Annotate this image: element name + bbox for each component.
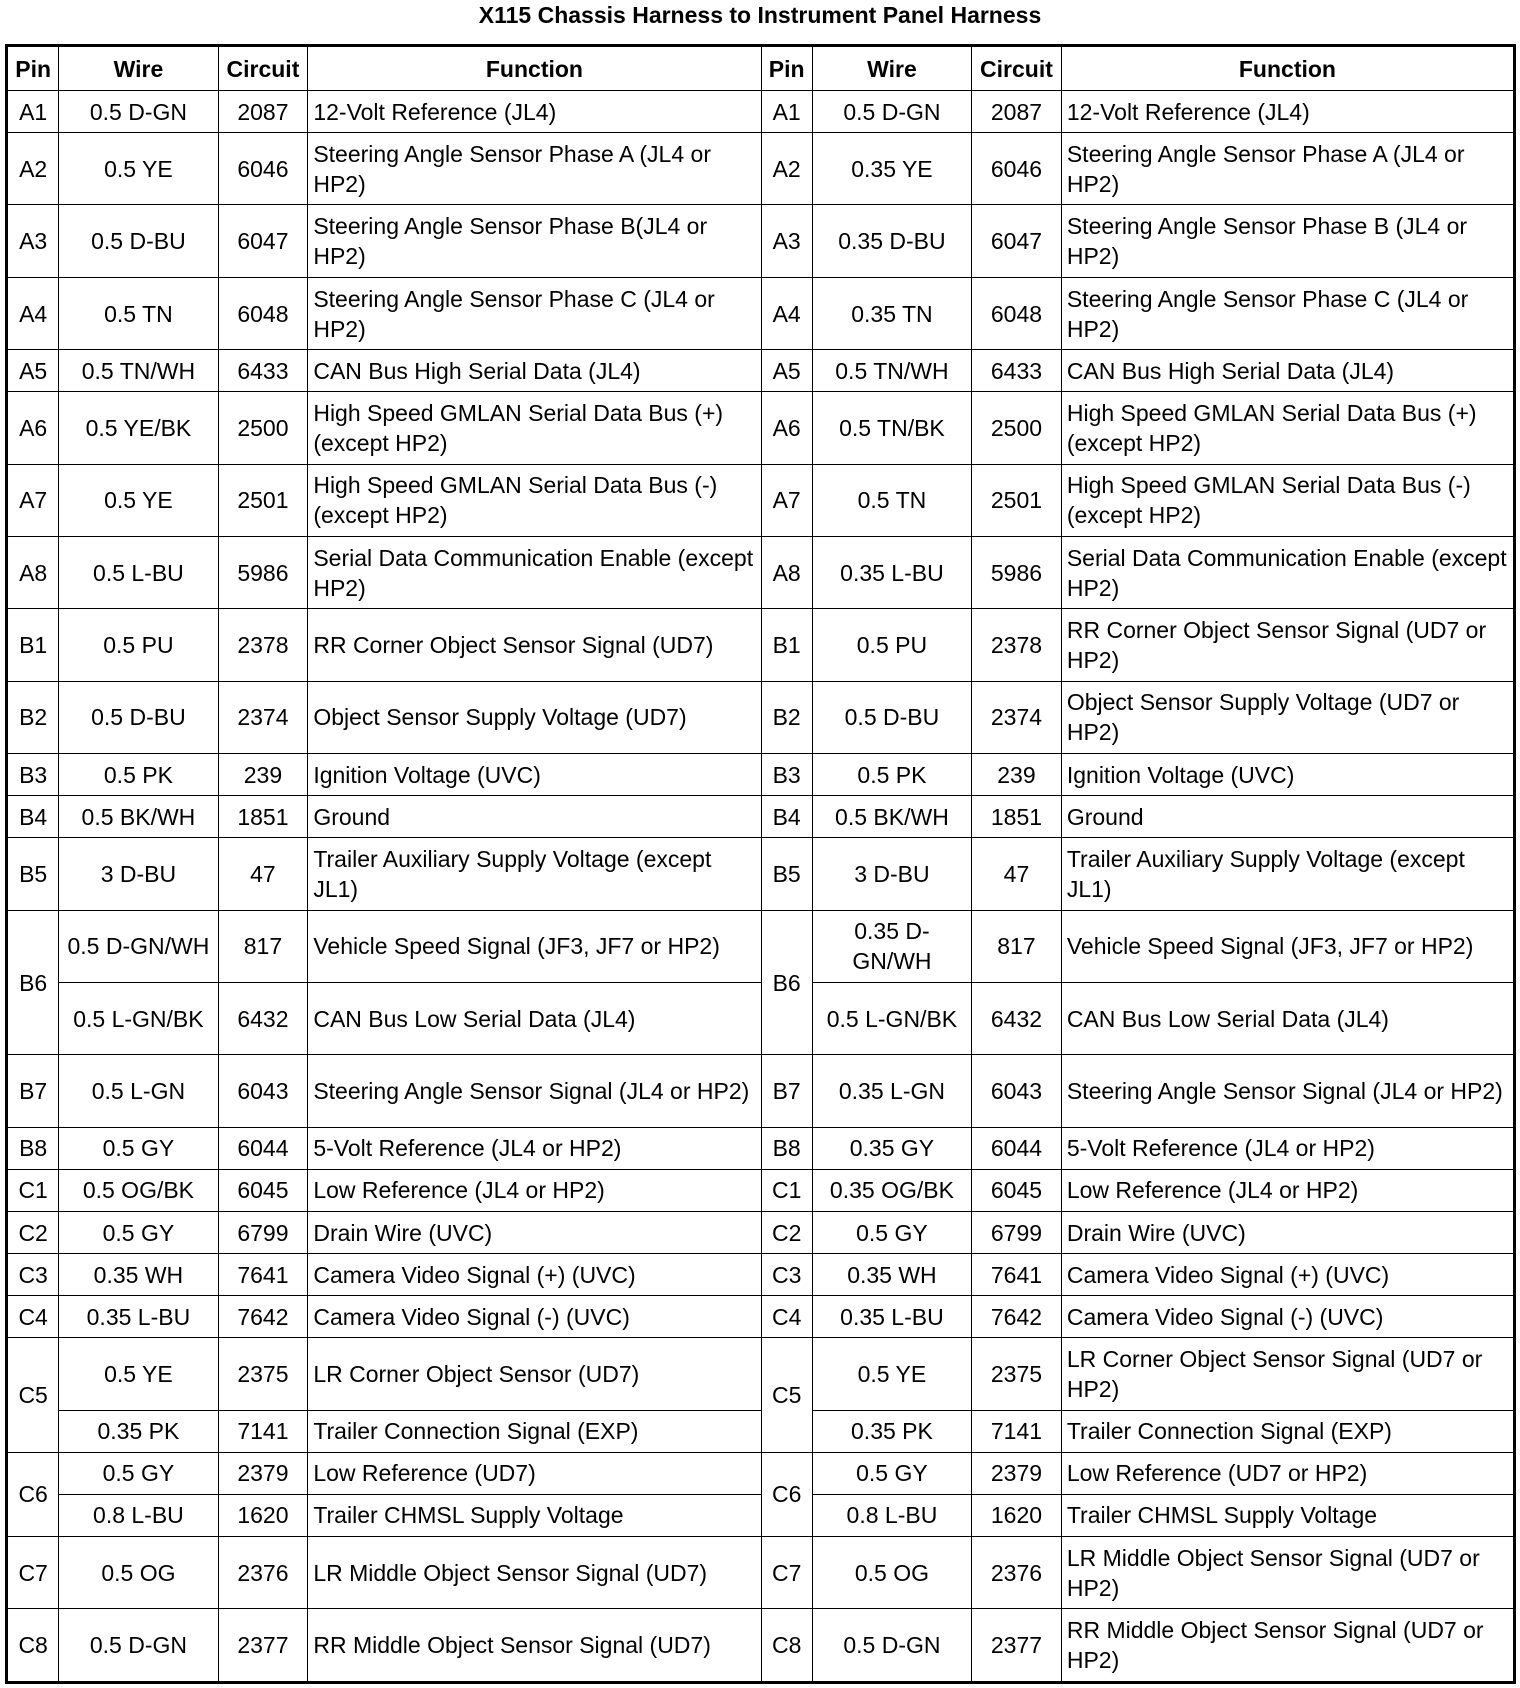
pin-cell: C1 bbox=[8, 1169, 59, 1211]
pin-cell: A6 bbox=[761, 392, 812, 464]
wire-cell: 0.35 YE bbox=[812, 133, 971, 205]
function-cell: RR Corner Object Sensor Signal (UD7 or HP2) bbox=[1061, 609, 1513, 681]
table-row bbox=[8, 537, 1514, 609]
circuit-cell: 1851 bbox=[218, 796, 308, 838]
circuit-cell: 2379 bbox=[218, 1452, 308, 1494]
circuit-cell: 1620 bbox=[218, 1494, 308, 1536]
wire-cell: 0.5 L-GN/BK bbox=[812, 983, 971, 1055]
wire-cell: 0.8 L-BU bbox=[59, 1494, 218, 1536]
header-circuit: Circuit bbox=[972, 47, 1062, 91]
header-pin: Pin bbox=[761, 47, 812, 91]
pin-cell: B7 bbox=[761, 1055, 812, 1127]
wire-cell: 0.5 D-GN/WH bbox=[59, 910, 218, 982]
table-row bbox=[8, 277, 1514, 349]
wire-cell: 0.5 OG bbox=[812, 1536, 971, 1608]
circuit-cell: 6433 bbox=[218, 350, 308, 392]
wire-cell: 0.5 TN bbox=[812, 464, 971, 536]
wire-cell: 0.5 GY bbox=[812, 1452, 971, 1494]
wire-cell: 0.5 GY bbox=[59, 1452, 218, 1494]
function-cell: LR Middle Object Sensor Signal (UD7) bbox=[308, 1536, 761, 1608]
wire-cell: 0.35 GY bbox=[812, 1127, 971, 1169]
circuit-cell: 2087 bbox=[218, 91, 308, 133]
circuit-cell: 7141 bbox=[218, 1410, 308, 1452]
circuit-cell: 6045 bbox=[972, 1169, 1062, 1211]
table-row bbox=[8, 609, 1514, 681]
function-cell: Object Sensor Supply Voltage (UD7 or HP2) bbox=[1061, 681, 1513, 753]
wire-cell: 0.5 YE bbox=[59, 1338, 218, 1410]
table-row bbox=[8, 464, 1514, 536]
wire-cell: 0.35 D-GN/WH bbox=[812, 910, 971, 982]
function-cell: High Speed GMLAN Serial Data Bus (+) (except HP2) bbox=[308, 392, 761, 464]
circuit-cell: 7141 bbox=[972, 1410, 1062, 1452]
pin-cell: B6 bbox=[761, 910, 812, 1055]
circuit-cell: 6048 bbox=[218, 277, 308, 349]
circuit-cell: 5986 bbox=[218, 537, 308, 609]
circuit-cell: 2376 bbox=[972, 1536, 1062, 1608]
connector-pinout-table bbox=[7, 46, 1514, 1682]
pin-cell: B5 bbox=[8, 838, 59, 910]
pin-cell: C5 bbox=[761, 1338, 812, 1452]
pin-cell: C3 bbox=[761, 1254, 812, 1296]
wire-cell: 0.35 L-BU bbox=[812, 1296, 971, 1338]
pin-cell: B1 bbox=[8, 609, 59, 681]
wire-cell: 0.5 TN/BK bbox=[812, 392, 971, 464]
circuit-cell: 1620 bbox=[972, 1494, 1062, 1536]
function-cell: Ground bbox=[1061, 796, 1513, 838]
wire-cell: 0.35 PK bbox=[812, 1410, 971, 1452]
function-cell: Vehicle Speed Signal (JF3, JF7 or HP2) bbox=[1061, 910, 1513, 982]
wire-cell: 3 D-BU bbox=[812, 838, 971, 910]
circuit-cell: 7642 bbox=[218, 1296, 308, 1338]
wire-cell: 0.5 GY bbox=[59, 1211, 218, 1253]
pin-cell: C6 bbox=[761, 1452, 812, 1536]
wire-cell: 0.5 BK/WH bbox=[59, 796, 218, 838]
circuit-cell: 2374 bbox=[218, 681, 308, 753]
pin-cell: A6 bbox=[8, 392, 59, 464]
function-cell: 5-Volt Reference (JL4 or HP2) bbox=[308, 1127, 761, 1169]
pin-cell: C6 bbox=[8, 1452, 59, 1536]
function-cell: Trailer Auxiliary Supply Voltage (except JL1) bbox=[308, 838, 761, 910]
circuit-cell: 2377 bbox=[972, 1609, 1062, 1682]
circuit-cell: 817 bbox=[218, 910, 308, 982]
function-cell: Trailer Connection Signal (EXP) bbox=[308, 1410, 761, 1452]
pin-cell: A2 bbox=[8, 133, 59, 205]
wire-cell: 0.35 OG/BK bbox=[812, 1169, 971, 1211]
function-cell: LR Middle Object Sensor Signal (UD7 or HP2) bbox=[1061, 1536, 1513, 1608]
circuit-cell: 2378 bbox=[218, 609, 308, 681]
circuit-cell: 2501 bbox=[218, 464, 308, 536]
circuit-cell: 6044 bbox=[218, 1127, 308, 1169]
circuit-cell: 2375 bbox=[218, 1338, 308, 1410]
pin-cell: A3 bbox=[761, 205, 812, 277]
pin-cell: C8 bbox=[761, 1609, 812, 1682]
function-cell: RR Middle Object Sensor Signal (UD7) bbox=[308, 1609, 761, 1682]
circuit-cell: 6047 bbox=[218, 205, 308, 277]
pin-cell: B4 bbox=[761, 796, 812, 838]
wire-cell: 0.5 D-BU bbox=[812, 681, 971, 753]
circuit-cell: 7641 bbox=[218, 1254, 308, 1296]
circuit-cell: 2376 bbox=[218, 1536, 308, 1608]
circuit-cell: 47 bbox=[972, 838, 1062, 910]
function-cell: Drain Wire (UVC) bbox=[308, 1211, 761, 1253]
circuit-cell: 239 bbox=[218, 754, 308, 796]
connector-table-frame bbox=[5, 44, 1516, 1684]
function-cell: Object Sensor Supply Voltage (UD7) bbox=[308, 681, 761, 753]
circuit-cell: 1851 bbox=[972, 796, 1062, 838]
circuit-cell: 6043 bbox=[218, 1055, 308, 1127]
pin-cell: A5 bbox=[8, 350, 59, 392]
function-cell: Steering Angle Sensor Phase A (JL4 or HP2) bbox=[308, 133, 761, 205]
table-row bbox=[8, 1494, 1514, 1536]
wire-cell: 0.5 PK bbox=[812, 754, 971, 796]
table-row bbox=[8, 754, 1514, 796]
function-cell: 5-Volt Reference (JL4 or HP2) bbox=[1061, 1127, 1513, 1169]
circuit-cell: 2500 bbox=[218, 392, 308, 464]
circuit-cell: 817 bbox=[972, 910, 1062, 982]
function-cell: 12-Volt Reference (JL4) bbox=[308, 91, 761, 133]
function-cell: Low Reference (UD7) bbox=[308, 1452, 761, 1494]
function-cell: Camera Video Signal (+) (UVC) bbox=[308, 1254, 761, 1296]
circuit-cell: 6046 bbox=[218, 133, 308, 205]
pin-cell: C7 bbox=[8, 1536, 59, 1608]
pin-cell: A1 bbox=[761, 91, 812, 133]
function-cell: Ignition Voltage (UVC) bbox=[1061, 754, 1513, 796]
circuit-cell: 2500 bbox=[972, 392, 1062, 464]
function-cell: 12-Volt Reference (JL4) bbox=[1061, 91, 1513, 133]
table-row bbox=[8, 1338, 1514, 1410]
wire-cell: 0.5 L-GN bbox=[59, 1055, 218, 1127]
pin-cell: B8 bbox=[8, 1127, 59, 1169]
function-cell: RR Corner Object Sensor Signal (UD7) bbox=[308, 609, 761, 681]
wire-cell: 0.5 TN bbox=[59, 277, 218, 349]
table-row bbox=[8, 983, 1514, 1055]
pin-cell: A4 bbox=[8, 277, 59, 349]
table-row bbox=[8, 1452, 1514, 1494]
pin-cell: C4 bbox=[8, 1296, 59, 1338]
function-cell: Vehicle Speed Signal (JF3, JF7 or HP2) bbox=[308, 910, 761, 982]
circuit-cell: 6433 bbox=[972, 350, 1062, 392]
circuit-cell: 6044 bbox=[972, 1127, 1062, 1169]
table-row bbox=[8, 1127, 1514, 1169]
function-cell: Serial Data Communication Enable (except HP2) bbox=[308, 537, 761, 609]
header-circuit: Circuit bbox=[218, 47, 308, 91]
wire-cell: 0.5 OG bbox=[59, 1536, 218, 1608]
wire-cell: 0.5 PU bbox=[59, 609, 218, 681]
pin-cell: C1 bbox=[761, 1169, 812, 1211]
function-cell: Steering Angle Sensor Phase B(JL4 or HP2) bbox=[308, 205, 761, 277]
pin-cell: C7 bbox=[761, 1536, 812, 1608]
function-cell: CAN Bus Low Serial Data (JL4) bbox=[308, 983, 761, 1055]
pin-cell: A2 bbox=[761, 133, 812, 205]
function-cell: High Speed GMLAN Serial Data Bus (-) (except HP2) bbox=[308, 464, 761, 536]
wire-cell: 0.5 OG/BK bbox=[59, 1169, 218, 1211]
pin-cell: A1 bbox=[8, 91, 59, 133]
wire-cell: 0.5 YE bbox=[59, 133, 218, 205]
pin-cell: C5 bbox=[8, 1338, 59, 1452]
table-row bbox=[8, 1055, 1514, 1127]
wire-cell: 0.5 D-GN bbox=[812, 91, 971, 133]
function-cell: Trailer Connection Signal (EXP) bbox=[1061, 1410, 1513, 1452]
table-row bbox=[8, 392, 1514, 464]
wire-cell: 3 D-BU bbox=[59, 838, 218, 910]
pin-cell: C8 bbox=[8, 1609, 59, 1682]
pin-cell: A8 bbox=[8, 537, 59, 609]
circuit-cell: 6799 bbox=[218, 1211, 308, 1253]
function-cell: RR Middle Object Sensor Signal (UD7 or HP2) bbox=[1061, 1609, 1513, 1682]
pin-cell: A3 bbox=[8, 205, 59, 277]
pin-cell: C2 bbox=[8, 1211, 59, 1253]
function-cell: Ground bbox=[308, 796, 761, 838]
function-cell: Low Reference (UD7 or HP2) bbox=[1061, 1452, 1513, 1494]
pin-cell: B3 bbox=[761, 754, 812, 796]
wire-cell: 0.35 L-BU bbox=[59, 1296, 218, 1338]
pin-cell: B5 bbox=[761, 838, 812, 910]
wire-cell: 0.35 L-GN bbox=[812, 1055, 971, 1127]
function-cell: Steering Angle Sensor Phase C (JL4 or HP2) bbox=[1061, 277, 1513, 349]
wire-cell: 0.5 GY bbox=[59, 1127, 218, 1169]
function-cell: Serial Data Communication Enable (except HP2) bbox=[1061, 537, 1513, 609]
function-cell: Trailer CHMSL Supply Voltage bbox=[1061, 1494, 1513, 1536]
function-cell: Camera Video Signal (+) (UVC) bbox=[1061, 1254, 1513, 1296]
wire-cell: 0.5 YE/BK bbox=[59, 392, 218, 464]
pin-cell: A8 bbox=[761, 537, 812, 609]
table-row bbox=[8, 1536, 1514, 1608]
wire-cell: 0.35 PK bbox=[59, 1410, 218, 1452]
wire-cell: 0.8 L-BU bbox=[812, 1494, 971, 1536]
pin-cell: A7 bbox=[8, 464, 59, 536]
header-function: Function bbox=[308, 47, 761, 91]
pin-cell: B2 bbox=[761, 681, 812, 753]
wire-cell: 0.5 BK/WH bbox=[812, 796, 971, 838]
table-row bbox=[8, 838, 1514, 910]
header-wire: Wire bbox=[59, 47, 218, 91]
pin-cell: C2 bbox=[761, 1211, 812, 1253]
circuit-cell: 2374 bbox=[972, 681, 1062, 753]
wire-cell: 0.5 D-GN bbox=[59, 91, 218, 133]
function-cell: High Speed GMLAN Serial Data Bus (-) (except HP2) bbox=[1061, 464, 1513, 536]
circuit-cell: 5986 bbox=[972, 537, 1062, 609]
wire-cell: 0.5 D-GN bbox=[812, 1609, 971, 1682]
wire-cell: 0.35 TN bbox=[812, 277, 971, 349]
wire-cell: 0.5 PK bbox=[59, 754, 218, 796]
wire-cell: 0.5 GY bbox=[812, 1211, 971, 1253]
circuit-cell: 2378 bbox=[972, 609, 1062, 681]
wire-cell: 0.5 D-BU bbox=[59, 681, 218, 753]
wire-cell: 0.5 YE bbox=[59, 464, 218, 536]
function-cell: Low Reference (JL4 or HP2) bbox=[1061, 1169, 1513, 1211]
circuit-cell: 2377 bbox=[218, 1609, 308, 1682]
function-cell: CAN Bus Low Serial Data (JL4) bbox=[1061, 983, 1513, 1055]
circuit-cell: 6047 bbox=[972, 205, 1062, 277]
table-row bbox=[8, 796, 1514, 838]
circuit-cell: 6045 bbox=[218, 1169, 308, 1211]
pin-cell: B6 bbox=[8, 910, 59, 1055]
wire-cell: 0.5 TN/WH bbox=[59, 350, 218, 392]
wire-cell: 0.5 L-BU bbox=[59, 537, 218, 609]
wire-cell: 0.5 L-GN/BK bbox=[59, 983, 218, 1055]
pin-cell: C3 bbox=[8, 1254, 59, 1296]
circuit-cell: 2087 bbox=[972, 91, 1062, 133]
pin-cell: A7 bbox=[761, 464, 812, 536]
table-row bbox=[8, 910, 1514, 982]
function-cell: Trailer CHMSL Supply Voltage bbox=[308, 1494, 761, 1536]
function-cell: CAN Bus High Serial Data (JL4) bbox=[1061, 350, 1513, 392]
table-row bbox=[8, 1254, 1514, 1296]
function-cell: CAN Bus High Serial Data (JL4) bbox=[308, 350, 761, 392]
table-row bbox=[8, 1211, 1514, 1253]
function-cell: Steering Angle Sensor Phase A (JL4 or HP2) bbox=[1061, 133, 1513, 205]
wire-cell: 0.5 YE bbox=[812, 1338, 971, 1410]
function-cell: Steering Angle Sensor Signal (JL4 or HP2) bbox=[308, 1055, 761, 1127]
table-row bbox=[8, 1169, 1514, 1211]
document-title: X115 Chassis Harness to Instrument Panel Harness bbox=[478, 2, 1042, 28]
pin-cell: A5 bbox=[761, 350, 812, 392]
circuit-cell: 6432 bbox=[218, 983, 308, 1055]
wire-cell: 0.5 TN/WH bbox=[812, 350, 971, 392]
wire-cell: 0.5 D-BU bbox=[59, 205, 218, 277]
wire-cell: 0.35 D-BU bbox=[812, 205, 971, 277]
function-cell: Steering Angle Sensor Phase C (JL4 or HP2) bbox=[308, 277, 761, 349]
pin-cell: B1 bbox=[761, 609, 812, 681]
table-row bbox=[8, 205, 1514, 277]
circuit-cell: 2501 bbox=[972, 464, 1062, 536]
circuit-cell: 239 bbox=[972, 754, 1062, 796]
function-cell: Steering Angle Sensor Signal (JL4 or HP2) bbox=[1061, 1055, 1513, 1127]
pin-cell: A4 bbox=[761, 277, 812, 349]
table-row bbox=[8, 133, 1514, 205]
function-cell: Trailer Auxiliary Supply Voltage (except JL1) bbox=[1061, 838, 1513, 910]
table-row bbox=[8, 91, 1514, 133]
header-pin: Pin bbox=[8, 47, 59, 91]
table-row bbox=[8, 350, 1514, 392]
function-cell: Camera Video Signal (-) (UVC) bbox=[1061, 1296, 1513, 1338]
wire-cell: 0.35 WH bbox=[812, 1254, 971, 1296]
circuit-cell: 6432 bbox=[972, 983, 1062, 1055]
function-cell: Camera Video Signal (-) (UVC) bbox=[308, 1296, 761, 1338]
header-row bbox=[8, 47, 1514, 91]
pin-cell: B4 bbox=[8, 796, 59, 838]
function-cell: Ignition Voltage (UVC) bbox=[308, 754, 761, 796]
wire-cell: 0.5 D-GN bbox=[59, 1609, 218, 1682]
table-row bbox=[8, 1410, 1514, 1452]
header-function: Function bbox=[1061, 47, 1513, 91]
pin-cell: C4 bbox=[761, 1296, 812, 1338]
circuit-cell: 7641 bbox=[972, 1254, 1062, 1296]
pin-cell: B7 bbox=[8, 1055, 59, 1127]
circuit-cell: 6043 bbox=[972, 1055, 1062, 1127]
circuit-cell: 6799 bbox=[972, 1211, 1062, 1253]
table-row bbox=[8, 681, 1514, 753]
pin-cell: B3 bbox=[8, 754, 59, 796]
header-wire: Wire bbox=[812, 47, 971, 91]
function-cell: Drain Wire (UVC) bbox=[1061, 1211, 1513, 1253]
pin-cell: B2 bbox=[8, 681, 59, 753]
wire-cell: 0.35 WH bbox=[59, 1254, 218, 1296]
table-row bbox=[8, 1609, 1514, 1682]
function-cell: Low Reference (JL4 or HP2) bbox=[308, 1169, 761, 1211]
table-row bbox=[8, 1296, 1514, 1338]
wire-cell: 0.35 L-BU bbox=[812, 537, 971, 609]
wire-cell: 0.5 PU bbox=[812, 609, 971, 681]
function-cell: High Speed GMLAN Serial Data Bus (+) (except HP2) bbox=[1061, 392, 1513, 464]
function-cell: LR Corner Object Sensor Signal (UD7 or HP2) bbox=[1061, 1338, 1513, 1410]
circuit-cell: 6048 bbox=[972, 277, 1062, 349]
pin-cell: B8 bbox=[761, 1127, 812, 1169]
function-cell: Steering Angle Sensor Phase B (JL4 or HP2) bbox=[1061, 205, 1513, 277]
circuit-cell: 47 bbox=[218, 838, 308, 910]
circuit-cell: 2375 bbox=[972, 1338, 1062, 1410]
circuit-cell: 7642 bbox=[972, 1296, 1062, 1338]
circuit-cell: 2379 bbox=[972, 1452, 1062, 1494]
function-cell: LR Corner Object Sensor (UD7) bbox=[308, 1338, 761, 1410]
circuit-cell: 6046 bbox=[972, 133, 1062, 205]
